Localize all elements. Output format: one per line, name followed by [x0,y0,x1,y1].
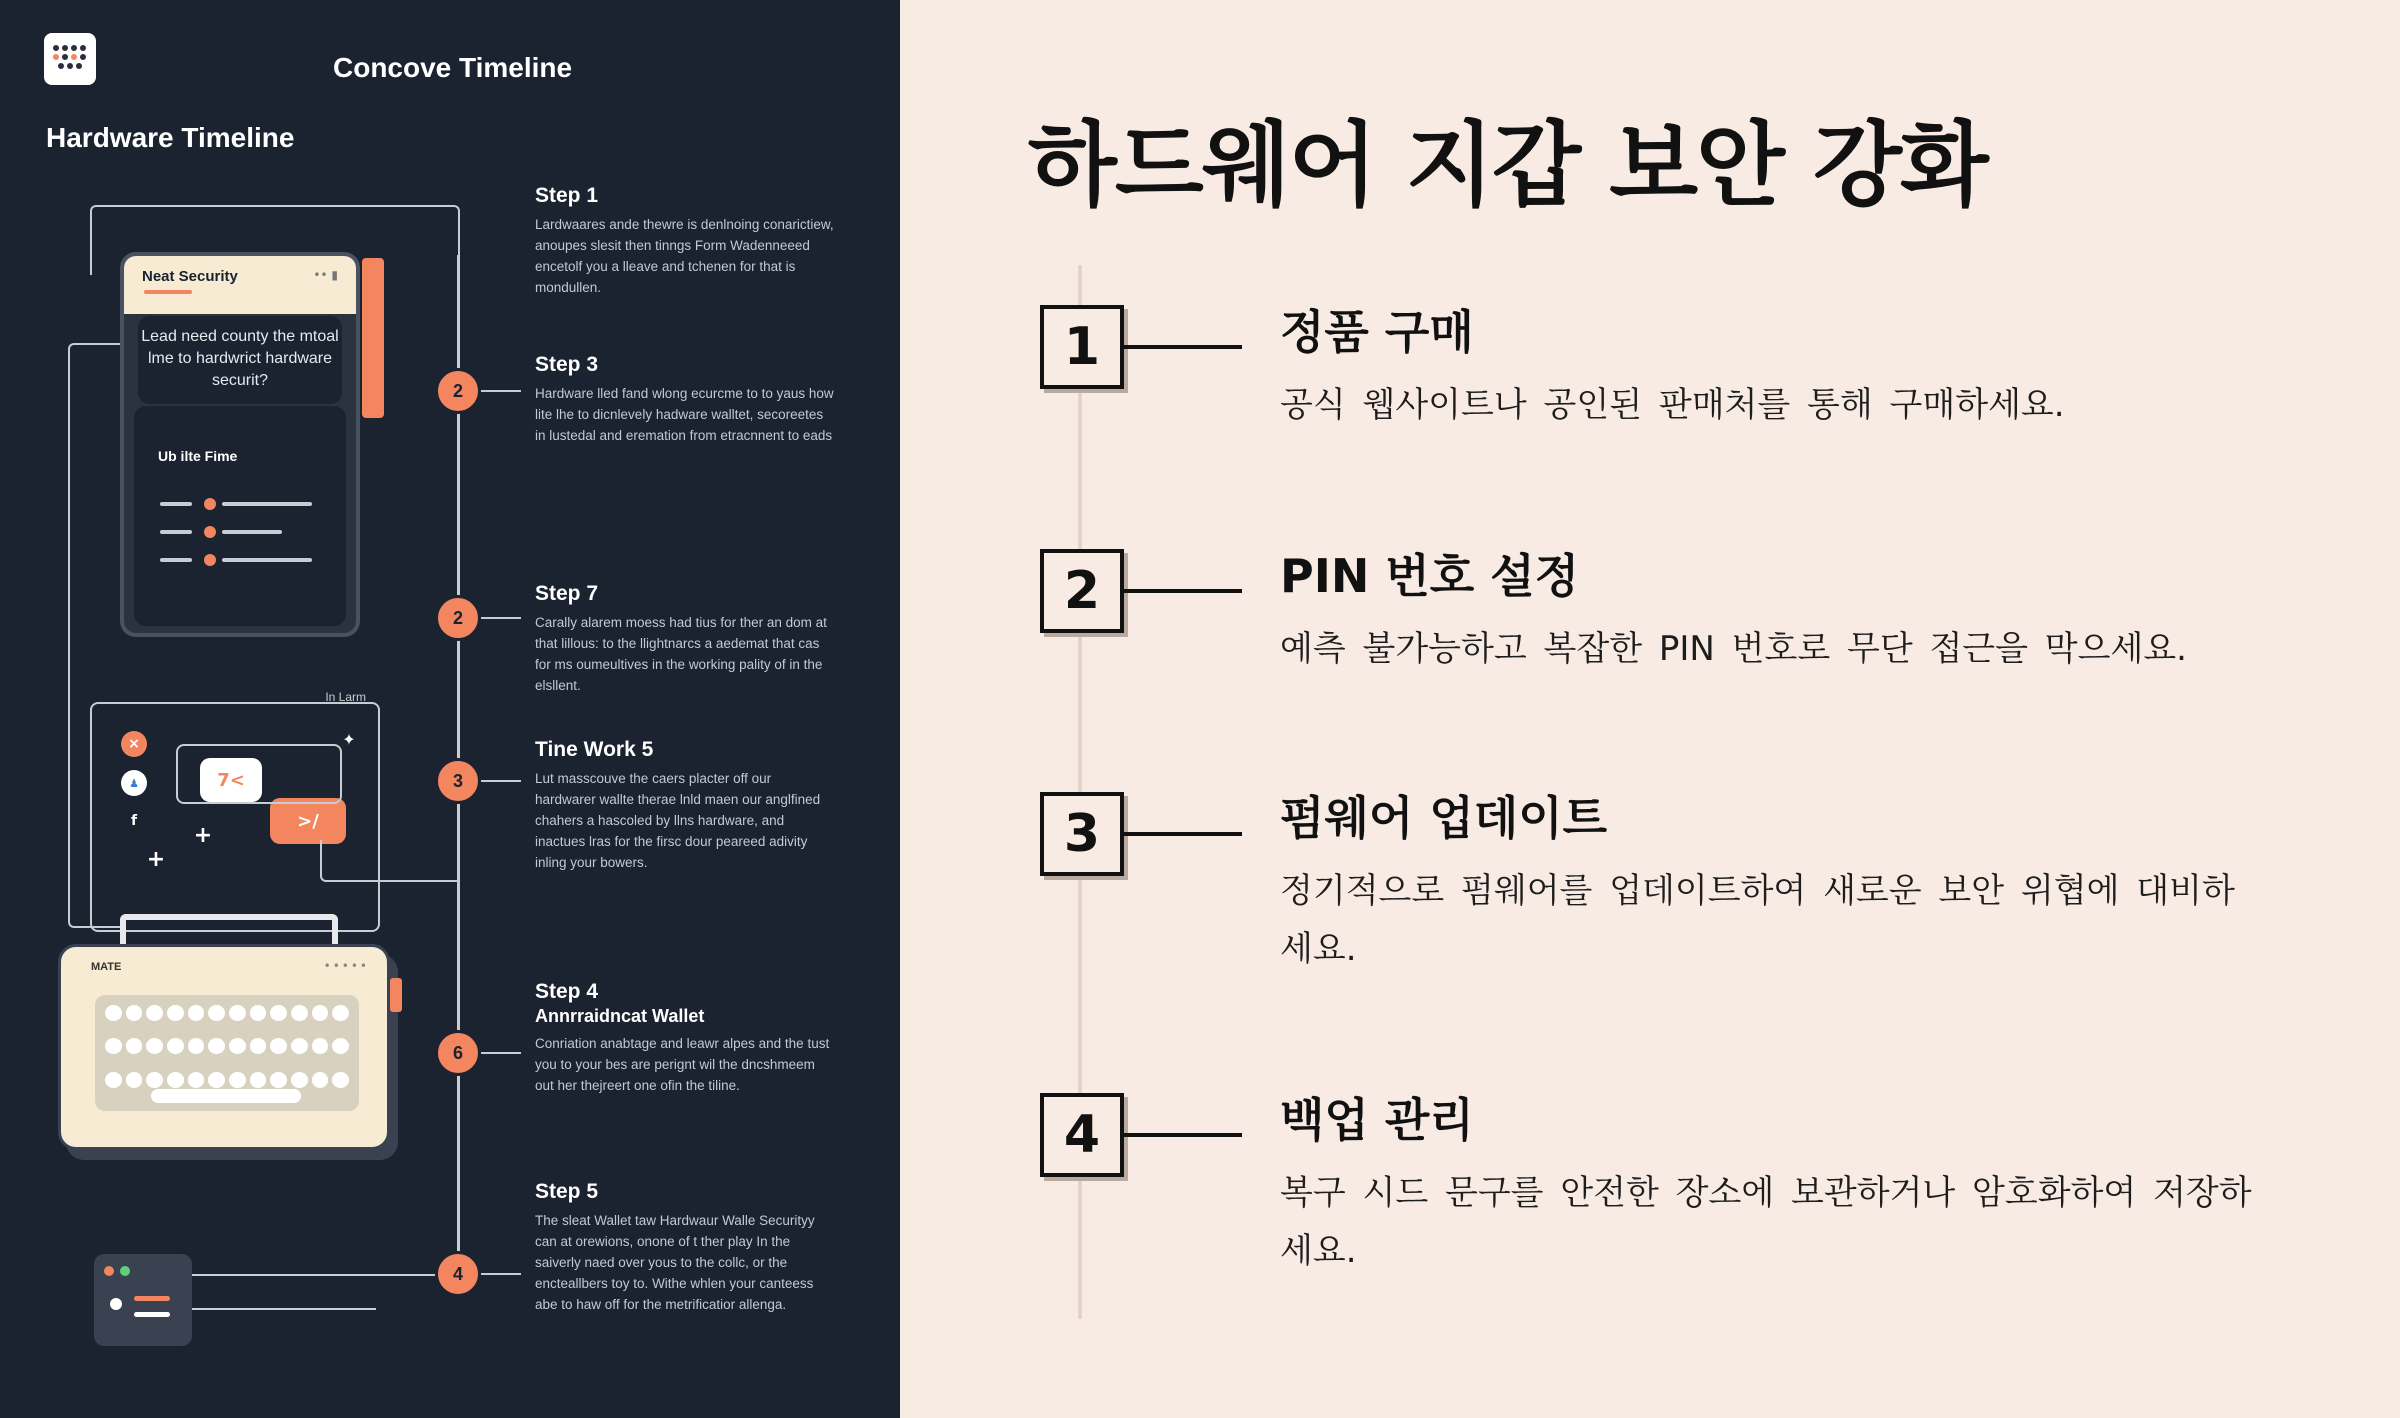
keyboard-side-accent [390,978,402,1012]
phone-header [124,256,356,314]
step-number-badge: 4 [1040,1093,1124,1177]
step-description: Lardwaares ande thewre is denlnoing conarictiew, anoupes slesit then tinngs Form Wadenneeed encetolf you a lleave and tchenen for that is mondullen. [535,217,834,295]
timeline-connector [481,1273,521,1275]
section-title: Hardware Timeline [46,122,295,153]
phone-header-bar [144,290,192,294]
step-title: Step 1 [535,184,599,207]
timeline-node: 6 [435,1030,481,1076]
phone-illustration [120,252,360,637]
speech-bubble-send: >/ [270,798,346,844]
timeline-connector [481,390,521,392]
phone-header-label: Neat Security [142,268,238,285]
phone-header-dots: •• ▮ [313,268,338,282]
phone-side-accent [362,258,384,418]
page-title: 하드웨어 지갑 보안 강화 [1028,112,1987,219]
step-connector [1124,1133,1242,1137]
typewriter-paper-holder [120,914,338,946]
step-title: Step 5 [535,1180,599,1203]
step-description: Hardware lled fand wlong ecurcme to to yaus how lite lhe to dicnlevely hadware walltet, secoreetes in lustedal and eremation from etracnnent to eads [535,386,834,443]
timeline-step [535,1180,835,1315]
step-title: Step 3 [535,353,599,376]
step-subtitle: Annrraidncat Wallet [535,1006,705,1026]
phone-checklist-card [134,406,346,626]
item-description: 공식 웹사이트나 공인된 판매처를 통해 구매하세요. [1280,385,2065,425]
step-connector [1124,832,1242,836]
speech-bubble-code: 7< [200,758,262,802]
app-title: Concove Timeline [333,52,573,83]
close-icon: × [121,731,147,757]
step-title: Step 4 [535,980,599,1003]
timeline-node: 2 [435,595,481,641]
timeline-connector [481,617,521,619]
phone-question-bubble: Lead need county the mtoal lme to hardwrict hardware securit? [138,316,342,404]
connector-line [320,840,460,882]
connector-line [176,744,342,804]
step-title: Step 7 [535,582,599,605]
timeline-connector [481,1052,521,1054]
step-number-badge: 1 [1040,305,1124,389]
connector-line [192,1308,376,1310]
social-icon: f [130,813,138,829]
plus-icon: + [146,846,166,872]
timeline-step [535,184,835,298]
keyboard-spacebar [151,1089,301,1103]
timeline-node: 3 [435,758,481,804]
sparkle-icon: ✦ [342,729,356,749]
timeline-step [535,353,835,446]
timeline-connector [481,780,521,782]
step-description: The sleat Wallet taw Hardwaur Walle Securityy can at orewions, onone of t ther play In the saiverly naed over yous to the collc, or the encteallbers toy to. Withe whlen your canteess abe to haw off for the metrificatior allenga. [535,1213,815,1312]
item-description: 복구 시드 문구를 안전한 장소에 보관하거나 암호화하여 저장하세요. [1280,1173,2252,1271]
step-connector [1124,345,1242,349]
timeline-node: 2 [435,368,481,414]
timeline-step [535,980,835,1096]
checklist-label: Ub ilte Fime [158,448,238,464]
keyboard-illustration [58,944,390,1150]
step-description: Lut masscouve the caers placter off our hardwarer wallte therae lnld maen our anglfined chahers a hascoled by llns hardware, and inactues lras for the firsc dour peareed adivity inling your bowers. [535,771,821,870]
step-title: Tine Work 5 [535,738,654,761]
step-number-badge: 2 [1040,549,1124,633]
step-number-badge: 3 [1040,792,1124,876]
keyboard-dots: ••••• [323,959,369,973]
timeline-step [535,738,835,873]
step-connector [1124,589,1242,593]
item-description: 정기적으로 펌웨어를 업데이트하여 새로운 보안 위협에 대비하세요. [1280,871,2235,969]
terminal-illustration [94,1254,192,1346]
step-description: Conriation anabtage and leawr alpes and the tust you to your bes are perignt wil the dncshmeem out her thejreert one ofin the tiline. [535,1036,830,1093]
chat-frame-label: In Larm [325,690,366,704]
connector-line [192,1274,438,1276]
item-description: 예측 불가능하고 복잡한 PIN 번호로 무단 접근을 막으세요. [1280,629,2187,669]
plus-icon: + [193,822,213,848]
timeline-step [535,582,835,696]
item-title: PIN 번호 설정 [1280,549,1580,603]
app-logo-icon [44,33,96,85]
keyboard-label: MATE [91,961,122,973]
item-title: 펌웨어 업데이트 [1280,791,1608,845]
timeline-node: 4 [435,1251,481,1297]
user-icon: ♟ [121,770,147,796]
item-title: 정품 구매 [1280,305,1474,359]
step-description: Carally alarem moess had tius for ther an dom at that lillous: to the llightnarcs a aedemat that cas for ms oumeultives in the working pality of in the elsllent. [535,615,827,693]
timeline-illustration-panel [0,0,900,1418]
item-title: 백업 관리 [1280,1093,1474,1147]
